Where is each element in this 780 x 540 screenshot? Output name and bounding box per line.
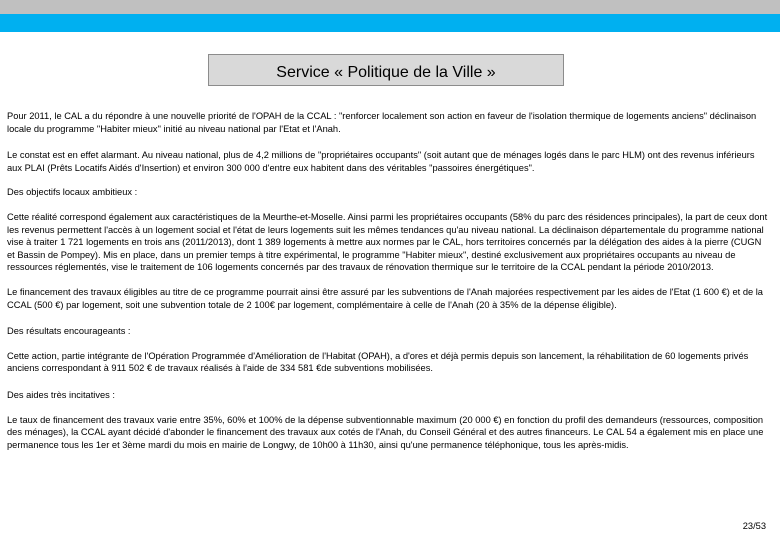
document-body [7,110,769,451]
paragraph-aides: Le taux de financement des travaux varie entre 35%, 60% et 100% de la dépense subventionnable maximum (20 000 €) en fonction du profil des demandeurs (ressources, composition des ménages), la CCAL ayant décidé d'abonder le financement des travaux aux cotés de l'Anah, du Conseil Général et des autres financeurs. Le CAL 54 a également mis en place une permanence tous les 1er et 3ème mardi du mois en mairie de Longwy, de 10h00 à 11h30, ainsi qu'une permanence téléphonique, tous les après-midis. [7,414,764,450]
top-grey-band [0,0,780,14]
heading-objectifs: Des objectifs locaux ambitieux : [7,187,138,198]
paragraph-objectifs: Cette réalité correspond également aux caractéristiques de la Meurthe-et-Moselle. Ainsi parmi les propriétaires occupants (58% du parc des résidences principales), la part de ceux dont les revenus permettent l'accès à un logement social et l'état de leurs logements suit les mêmes tendances qu'au niveau national. La déclinaison départementale du programme national vise à traiter 1 721 logements en trois ans (2011/2013), dont 1 389 logements à mettre aux normes par le CAL, hors territoires concernés par la délégation des aides à la pierre (CUGN et Bassin de Pompey). Mis en place, dans un premier temps à titre expérimental, le programme "Habiter mieux", destiné exclusivement aux propriétaires occupants au niveau de ressources réglementés, vise le traitement de 106 logements concernés par des travaux de rénovation thermique sur le territoire de la CCAL pendant la période 2010/2013. [7,211,768,273]
header-accent-band [0,14,780,32]
page-title-box [208,54,564,86]
paragraph-intro: Pour 2011, le CAL a du répondre à une nouvelle priorité de l'OPAH de la CCAL : "renforcer localement son action en faveur de l'isolation thermique de logements anciens" déclinaison locale du programme "Habiter mieux" initié au niveau national par l'Etat et l'Anah. [7,111,757,134]
heading-resultats: Des résultats encourageants : [7,326,131,337]
page-number: 23/53 [742,521,766,531]
paragraph-financement: Le financement des travaux éligibles au titre de ce programme pourrait ainsi être assuré par les subventions de l'Anah majorées respectivement par les aides de l'Etat (1 600 €) et de la CCAL (500 €) par logement, soit une subvention totale de 2 100€ par logement, complémentaire à celle de l'Anah (20 à 35% de la dépense éligible). [7,286,763,310]
page-title: Service « Politique de la Ville » [276,64,496,81]
heading-aides: Des aides très incitatives : [7,389,115,400]
paragraph-constat: Le constat est en effet alarmant. Au niveau national, plus de 4,2 millions de "propriétaires occupants" (soit autant que de ménages logés dans le parc HLM) ont des revenus inférieurs aux PLAI (Prêts Locatifs Aidés d'Insertion) et environ 300 000 d'entre eux habitent dans des véritables "passoires énergétiques". [7,150,755,173]
paragraph-resultats: Cette action, partie intégrante de l'Opération Programmée d'Amélioration de l'Habitat (OPAH), a d'ores et déjà permis depuis son lancement, la réhabilitation de 60 logements privés anciens correspondant à 911 502 € de travaux réalisés à l'aide de 334 581 €de subventions mobilisées. [7,350,749,374]
